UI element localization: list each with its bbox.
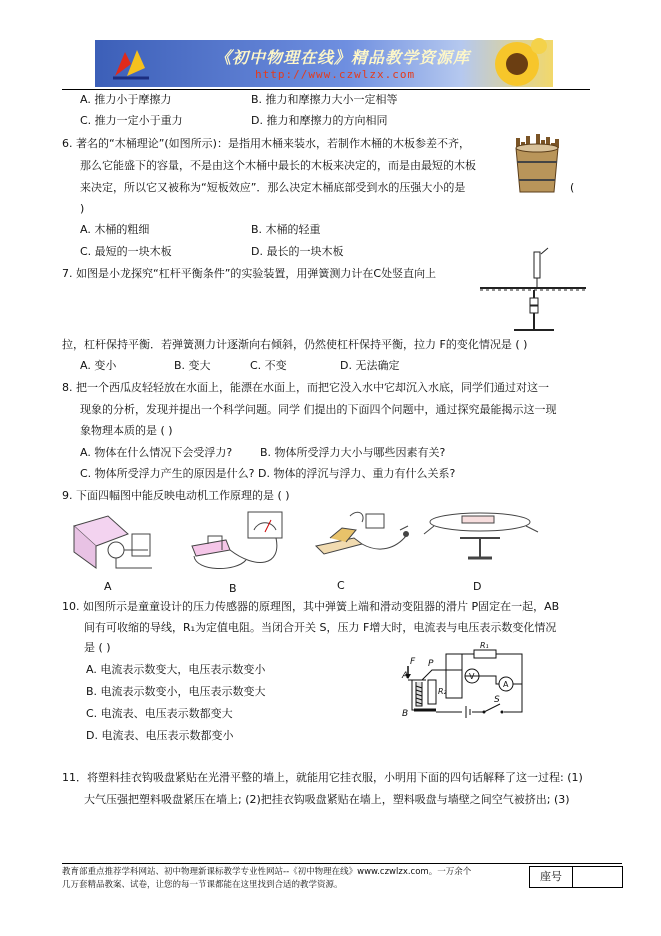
q10-option-a: A. 电流表示数变大，电压表示数变小 <box>86 663 266 676</box>
pressure-sensor-circuit <box>396 641 524 728</box>
q5-option-c: C. 推力一定小于重力 <box>80 114 183 127</box>
header-rule <box>62 89 590 90</box>
q7-line-2: 拉，杠杆保持平衡．若弹簧测力计逐渐向右倾斜，仍然使杠杆保持平衡，拉力 F的变化情况是 ( ) <box>62 338 528 351</box>
figure-label-b: B <box>229 582 237 595</box>
header-url[interactable]: http://www.czwlzx.com <box>255 68 416 81</box>
q5-option-d: D. 推力和摩擦力的方向相同 <box>251 114 388 127</box>
label-f: F <box>410 657 416 667</box>
lever-apparatus-figure <box>478 248 590 334</box>
ammeter-label: A <box>503 680 509 689</box>
q9-line-1: 9. 下面四幅图中能反映电动机工作原理的是 ( ) <box>62 489 290 502</box>
wooden-bucket-figure <box>512 134 562 196</box>
figure-a-generator <box>68 512 158 574</box>
q6-line-2: 那么它能盛下的容量，不是由这个木桶中最长的木板来决定的，而是由最短的木板 <box>80 159 476 172</box>
label-b: B <box>402 709 409 719</box>
q10-option-c: C. 电流表、电压表示数都变大 <box>86 707 233 720</box>
q10-line-2: 间有可收缩的导线，R₁为定值电阻。当闭合开关 S，压力 F增大时，电流表与电压表示数变化情况 <box>84 621 557 634</box>
footer-line-1: 教育部重点推荐学科网站、初中物理新课标教学专业性网站--《初中物理在线》www.czwlzx.com。一万余个 <box>62 867 472 877</box>
q6-option-d: D. 最长的一块木板 <box>251 245 344 258</box>
q5-option-b: B. 推力和摩擦力大小一定相等 <box>251 93 398 106</box>
q10-line-3: 是 ( ) <box>84 641 111 654</box>
q10-option-b: B. 电流表示数变小，电压表示数变大 <box>86 685 266 698</box>
q6-paren-close: ) <box>80 202 85 215</box>
label-s: S <box>494 695 500 705</box>
q11-line-1: 11．将塑料挂衣钩吸盘紧贴在光滑平整的墙上，就能用它挂衣服，小明用下面的四句话解释了这一过程: (1) <box>62 771 583 784</box>
figure-c-current-in-field <box>310 508 420 570</box>
q6-line-3: 来决定，所以它又被称为“短板效应”．那么决定木桶底部受到水的压强大小的是 <box>80 181 466 194</box>
figure-b-motor <box>186 510 290 574</box>
q7-option-a: A. 变小 <box>80 359 117 372</box>
q10-option-d: D. 电流表、电压表示数都变小 <box>86 729 234 742</box>
q8-line-3: 象物理本质的是 ( ) <box>80 424 173 437</box>
header-title: 《初中物理在线》精品教学资源库 <box>215 48 471 67</box>
q7-option-c: C. 不变 <box>250 359 287 372</box>
q6-option-a: A. 木桶的粗细 <box>80 223 150 236</box>
footer-rule <box>62 863 622 864</box>
q8-option-a: A. 物体在什么情况下会受浮力? <box>80 446 233 459</box>
q6-line-1: 6. 著名的“木桶理论”(如图所示)：是指用木桶来装水，若制作木桶的木板参差不齐， <box>62 137 470 150</box>
q6-paren-open: ( <box>570 181 575 194</box>
label-r1: R₁ <box>480 641 489 650</box>
label-r2: R₂ <box>438 687 447 696</box>
label-p: P <box>428 659 434 669</box>
figure-label-a: A <box>104 580 112 593</box>
q8-option-c: C. 物体所受浮力产生的原因是什么? D. 物体的浮沉与浮力、重力有什么关系? <box>80 467 456 480</box>
q6-option-c: C. 最短的一块木板 <box>80 245 172 258</box>
q8-line-1: 8. 把一个西瓜皮轻轻放在水面上，能漂在水面上，而把它没入水中它却沉入水底，同学们通过对这一 <box>62 381 549 394</box>
q6-option-b: B. 木桶的轻重 <box>251 223 321 236</box>
figure-d-oersted <box>422 508 540 568</box>
q10-line-1: 10. 如图所示是童童设计的压力传感器的原理图，其中弹簧上端和滑动变阻器的滑片 P固定在一起，AB <box>62 600 560 613</box>
q8-line-2: 现象的分析，发现并提出一个科学问题。同学 们提出的下面四个问题中，通过探究最能揭示这一现 <box>80 403 557 416</box>
seat-number-label: 座号 <box>530 867 573 887</box>
q11-line-2: 大气压强把塑料吸盘紧压在墙上; (2)把挂衣钩吸盘紧贴在墙上，塑料吸盘与墙壁之间空气被挤出; (3) <box>84 793 570 806</box>
q7-option-d: D. 无法确定 <box>340 359 400 372</box>
footer-line-2: 几万套精品教案、试卷，让您的每一节课都能在这里找到合适的教学资源。 <box>62 880 343 890</box>
seat-number-box <box>529 866 623 888</box>
sunflower-icon <box>487 38 547 90</box>
voltmeter-label: V <box>469 672 475 681</box>
site-logo-icon <box>111 46 151 80</box>
q5-option-a: A. 推力小于摩擦力 <box>80 93 172 106</box>
figure-label-c: C <box>337 579 345 592</box>
label-a: A <box>402 671 409 681</box>
q7-option-b: B. 变大 <box>174 359 211 372</box>
q8-option-b: B. 物体所受浮力大小与哪些因素有关? <box>260 446 446 459</box>
q7-line-1: 7. 如图是小龙探究“杠杆平衡条件”的实验装置，用弹簧测力计在C处竖直向上 <box>62 267 437 280</box>
header-banner <box>95 40 553 87</box>
seat-number-field[interactable] <box>573 867 622 887</box>
figure-label-d: D <box>473 580 482 593</box>
